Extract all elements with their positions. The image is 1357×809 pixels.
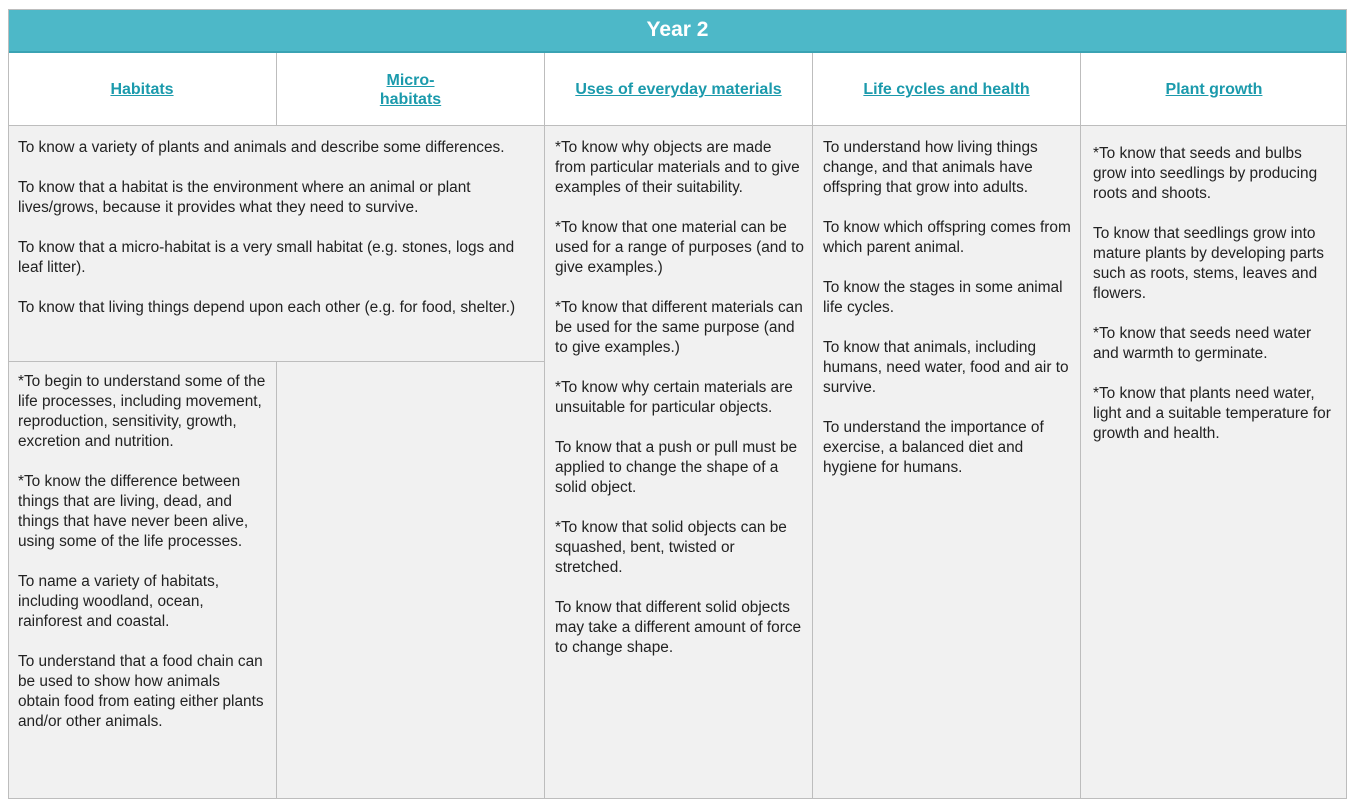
year-title: Year 2 <box>646 18 709 41</box>
micro-habitats-link-line2: habitats <box>379 90 442 108</box>
materials-item: *To know that solid objects can be squashed, bent, twisted or stretched. <box>555 519 787 576</box>
materials-item: To know that a push or pull must be applied to change the shape of a solid object. <box>555 439 798 496</box>
plants-link[interactable]: Plant growth <box>1165 81 1263 98</box>
micro-habitats-link-line1: Micro- <box>386 71 435 89</box>
habitats-top-item: To know that a micro-habitat is a very small habitat (e.g. stones, logs and leaf litter). <box>18 239 515 276</box>
plants-cell <box>1080 126 1347 799</box>
lifecycles-item: To know the stages in some animal life cycles. <box>823 279 1063 316</box>
materials-item: To know that different solid objects may take a different amount of force to change shape. <box>555 599 802 656</box>
plants-item: *To know that plants need water, light and a suitable temperature for growth and health. <box>1093 385 1331 442</box>
materials-item: *To know why certain materials are unsuitable for particular objects. <box>555 379 793 416</box>
plants-item: *To know that seeds and bulbs grow into seedlings by producing roots and shoots. <box>1093 145 1318 202</box>
lifecycles-item: To know which offspring comes from which parent animal. <box>823 219 1071 256</box>
header-plants <box>1080 53 1347 126</box>
habitats-top-item: To know a variety of plants and animals and describe some differences. <box>18 139 505 156</box>
header-habitats <box>8 53 276 126</box>
habitats-bottom-item: To understand that a food chain can be used to show how animals obtain food from eating either plants and/or other animals. <box>18 653 264 730</box>
plants-item: To know that seedlings grow into mature plants by developing parts such as roots, stems, leaves and flowers. <box>1093 225 1324 302</box>
materials-link[interactable]: Uses of everyday materials <box>575 81 782 98</box>
habitats-bottom-cell <box>8 362 276 799</box>
materials-cell <box>544 126 812 799</box>
header-lifecycles <box>812 53 1080 126</box>
materials-item: *To know why objects are made from particular materials and to give examples of their suitability. <box>555 139 800 196</box>
habitats-link[interactable]: Habitats <box>110 81 174 98</box>
habitats-top-cell <box>8 126 544 361</box>
habitats-bottom-item: *To begin to understand some of the life processes, including movement, reproduction, sensitivity, growth, excretion and nutrition. <box>18 373 266 450</box>
lifecycles-link[interactable]: Life cycles and health <box>863 81 1030 98</box>
lifecycles-cell <box>812 126 1080 799</box>
micro-habitats-empty-cell <box>276 362 544 799</box>
habitats-bottom-item: To name a variety of habitats, including woodland, ocean, rainforest and coastal. <box>18 573 220 630</box>
habitats-top-item: To know that living things depend upon each other (e.g. for food, shelter.) <box>18 299 516 316</box>
lifecycles-item: To understand the importance of exercise, a balanced diet and hygiene for humans. <box>823 419 1044 476</box>
materials-item: *To know that different materials can be used for the same purpose (and to give examples.) <box>555 299 803 356</box>
lifecycles-item: To know that animals, including humans, need water, food and air to survive. <box>823 339 1069 396</box>
micro-habitats-link[interactable] <box>380 71 441 109</box>
lifecycles-item: To understand how living things change, and that animals have offspring that grow into adults. <box>823 139 1038 196</box>
curriculum-table <box>8 9 1347 799</box>
header-materials <box>544 53 812 126</box>
header-micro-habitats <box>276 53 544 126</box>
plants-item: *To know that seeds need water and warmth to germinate. <box>1093 325 1312 362</box>
habitats-bottom-item: *To know the difference between things that are living, dead, and things that have never been alive, using some of the life processes. <box>18 473 249 550</box>
habitats-top-item: To know that a habitat is the environment where an animal or plant lives/grows, because it provides what they need to survive. <box>18 179 471 216</box>
year-banner <box>8 9 1347 53</box>
materials-item: *To know that one material can be used for a range of purposes (and to give examples.) <box>555 219 804 276</box>
